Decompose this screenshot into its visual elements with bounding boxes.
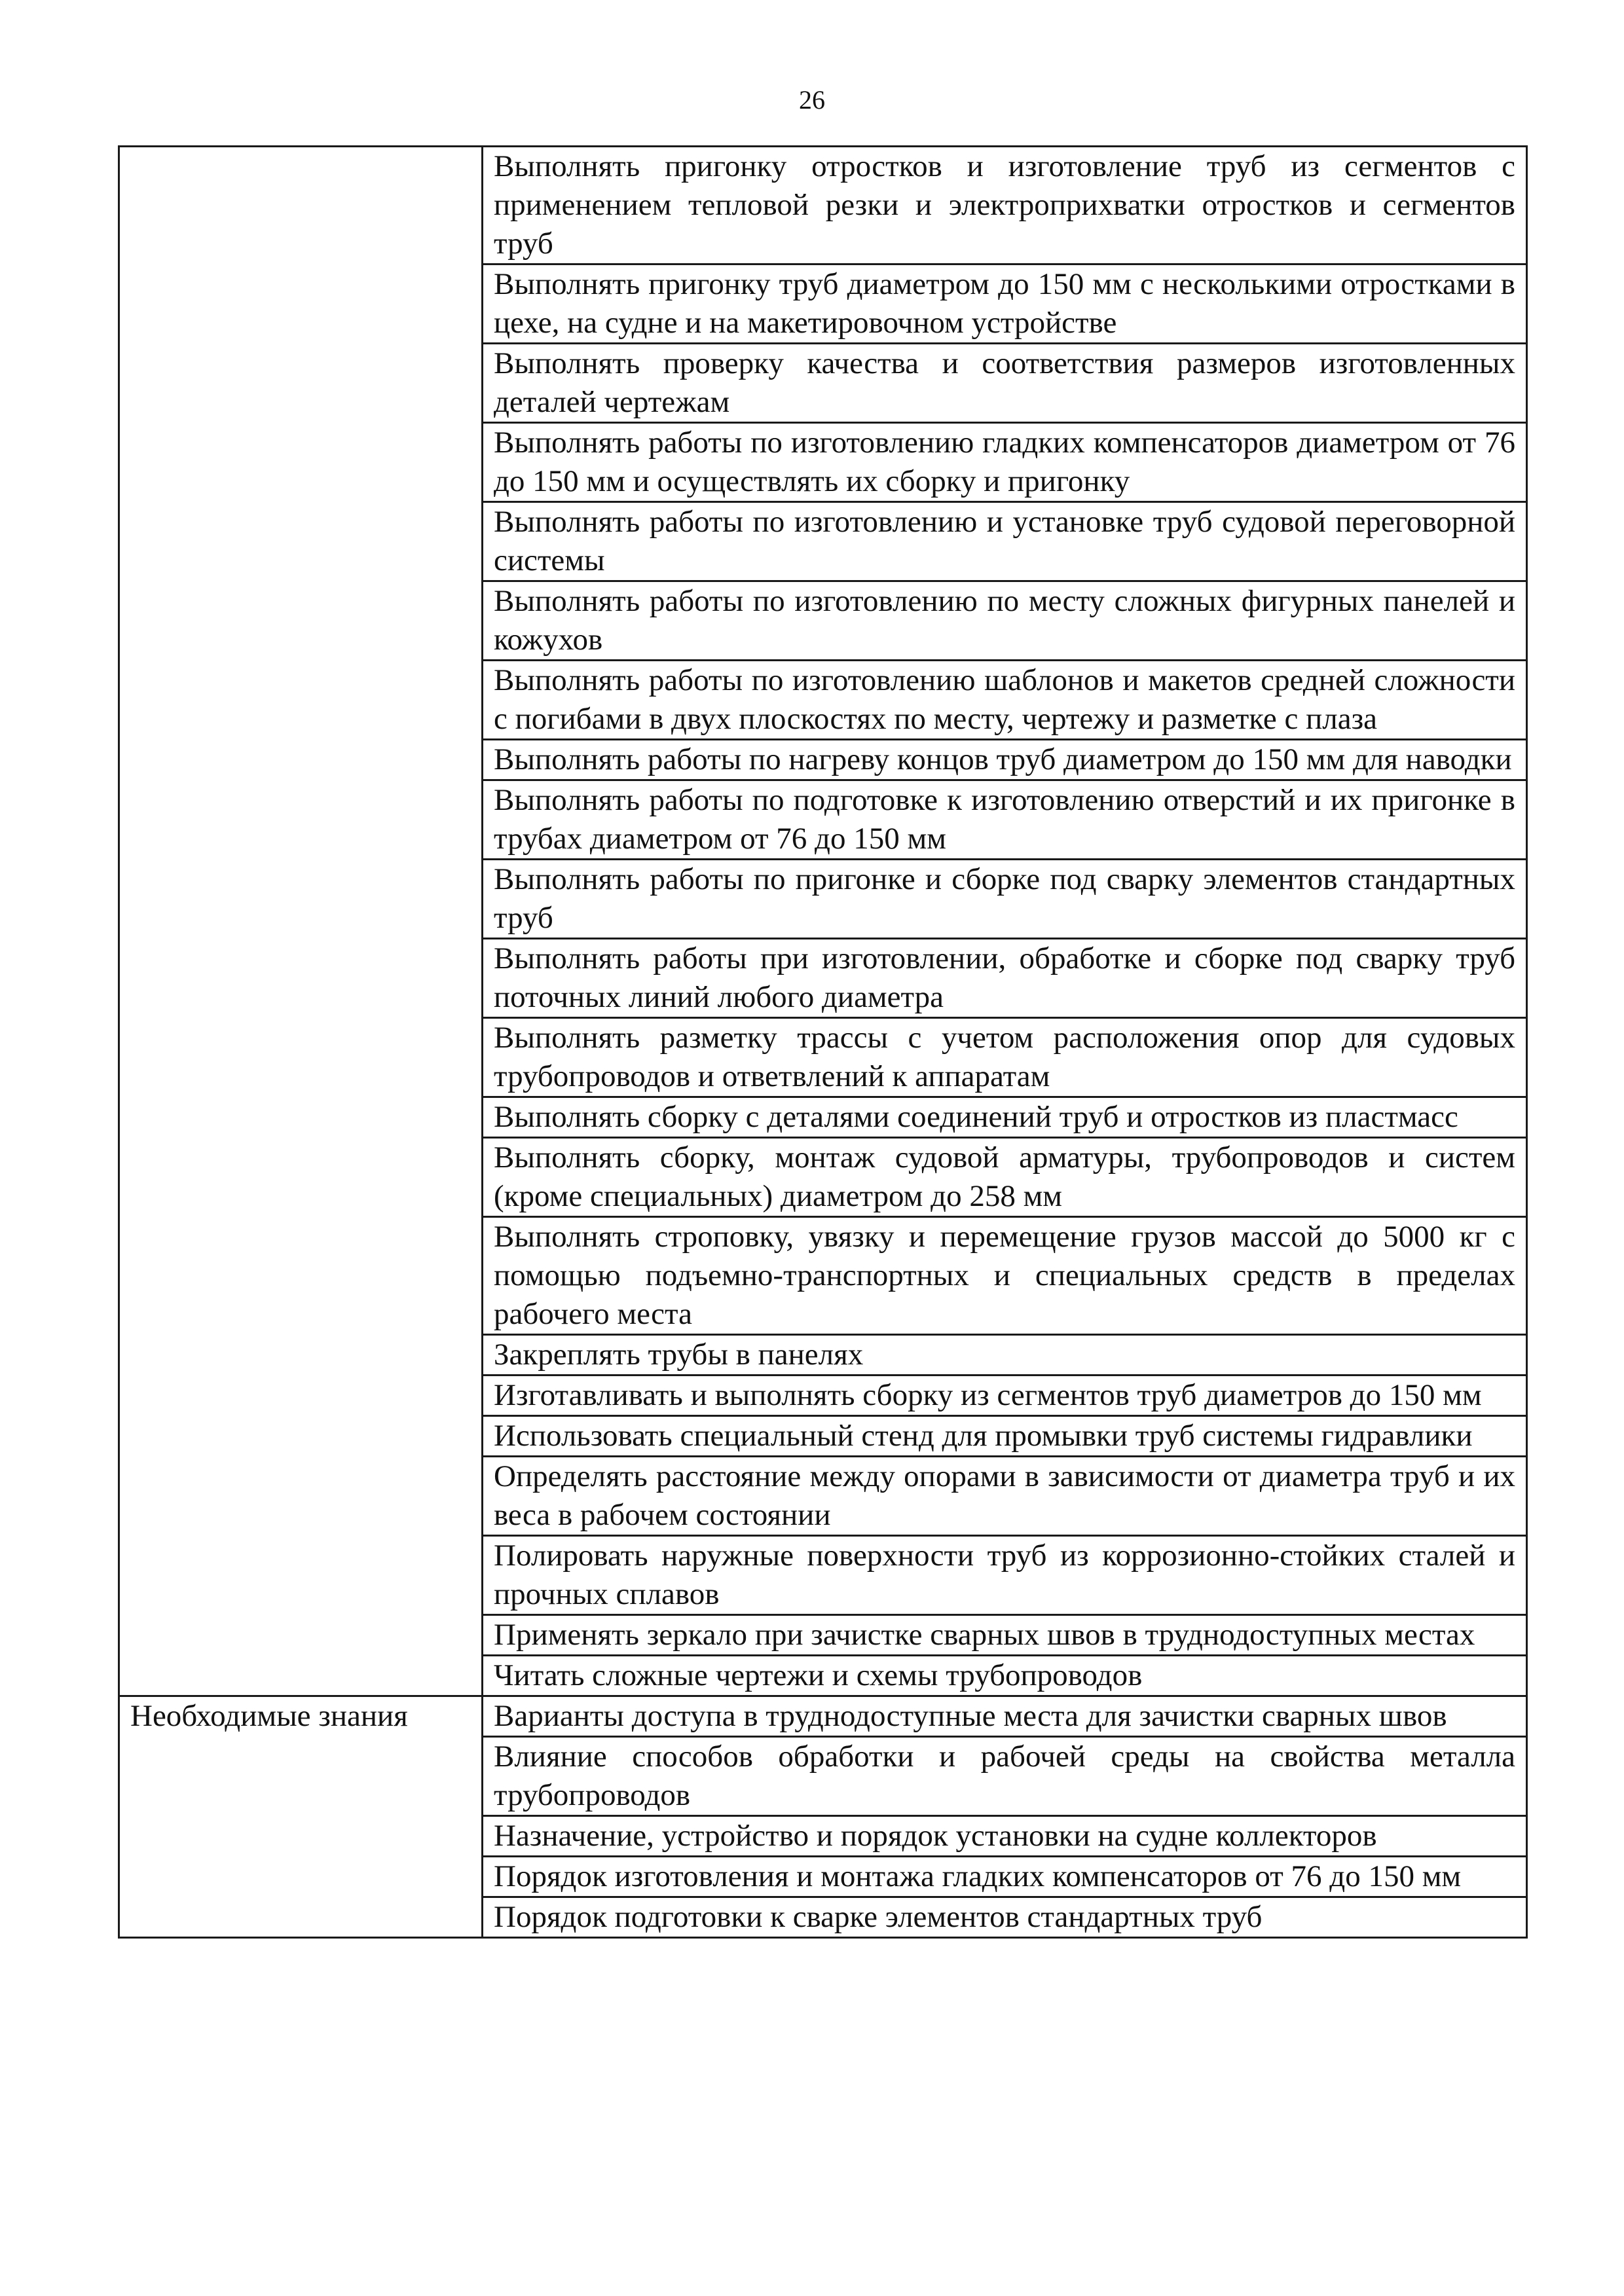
knowledge-item: Порядок подготовки к сварке элементов стандартных труб <box>483 1897 1527 1938</box>
skill-item: Определять расстояние между опорами в зависимости от диаметра труб и их веса в рабочем состоянии <box>483 1457 1527 1536</box>
skill-item: Читать сложные чертежи и схемы трубопроводов <box>483 1656 1527 1696</box>
skill-item: Выполнять разметку трассы с учетом расположения опор для судовых трубопроводов и ответвлений к аппаратам <box>483 1018 1527 1097</box>
skill-item: Выполнять работы по изготовлению гладких компенсаторов диаметром от 76 до 150 мм и осуществлять их сборку и пригонку <box>483 423 1527 502</box>
knowledge-label: Необходимые знания <box>119 1696 483 1938</box>
skill-item: Выполнять работы по нагреву концов труб диаметром до 150 мм для наводки <box>483 740 1527 780</box>
knowledge-item: Назначение, устройство и порядок установки на судне коллекторов <box>483 1816 1527 1857</box>
table-row <box>119 147 1527 264</box>
skill-item: Выполнять пригонку труб диаметром до 150 мм с несколькими отростками в цехе, на судне и на макетировочном устройстве <box>483 264 1527 344</box>
skill-item: Выполнять проверку качества и соответствия размеров изготовленных деталей чертежам <box>483 344 1527 423</box>
skill-item: Изготавливать и выполнять сборку из сегментов труб диаметров до 150 мм <box>483 1376 1527 1416</box>
skill-item: Выполнять работы при изготовлении, обработке и сборке под сварку труб поточных линий любого диаметра <box>483 939 1527 1018</box>
skill-item: Выполнять работы по изготовлению шаблонов и макетов средней сложности с погибами в двух плоскостях по месту, чертежу и разметке с плаза <box>483 661 1527 740</box>
knowledge-item: Порядок изготовления и монтажа гладких компенсаторов от 76 до 150 мм <box>483 1857 1527 1897</box>
skill-item: Закреплять трубы в панелях <box>483 1335 1527 1376</box>
skill-item: Выполнять строповку, увязку и перемещение грузов массой до 5000 кг с помощью подъемно-транспортных и специальных средств в пределах рабочего места <box>483 1217 1527 1335</box>
skill-item: Выполнять работы по подготовке к изготовлению отверстий и их пригонке в трубах диаметром от 76 до 150 мм <box>483 780 1527 860</box>
knowledge-item: Варианты доступа в труднодоступные места для зачистки сварных швов <box>483 1696 1527 1737</box>
skill-item: Использовать специальный стенд для промывки труб системы гидравлики <box>483 1416 1527 1457</box>
skill-item: Выполнять работы по изготовлению по месту сложных фигурных панелей и кожухов <box>483 581 1527 661</box>
knowledge-item: Влияние способов обработки и рабочей среды на свойства металла трубопроводов <box>483 1737 1527 1816</box>
competency-table <box>118 145 1528 1939</box>
skill-item: Выполнять работы по изготовлению и установке труб судовой переговорной системы <box>483 502 1527 581</box>
skills-label-cell <box>119 147 483 1696</box>
skill-item: Выполнять сборку, монтаж судовой арматуры, трубопроводов и систем (кроме специальных) диаметром до 258 мм <box>483 1138 1527 1217</box>
skill-item: Применять зеркало при зачистке сварных швов в труднодоступных местах <box>483 1615 1527 1656</box>
page-number: 26 <box>799 85 825 115</box>
skill-item: Выполнять сборку с деталями соединений труб и отростков из пластмасс <box>483 1097 1527 1138</box>
skill-item: Выполнять пригонку отростков и изготовление труб из сегментов с применением тепловой резки и электроприхватки отростков и сегментов труб <box>483 147 1527 264</box>
skill-item: Полировать наружные поверхности труб из коррозионно-стойких сталей и прочных сплавов <box>483 1536 1527 1615</box>
table-row <box>119 1696 1527 1737</box>
skill-item: Выполнять работы по пригонке и сборке под сварку элементов стандартных труб <box>483 860 1527 939</box>
